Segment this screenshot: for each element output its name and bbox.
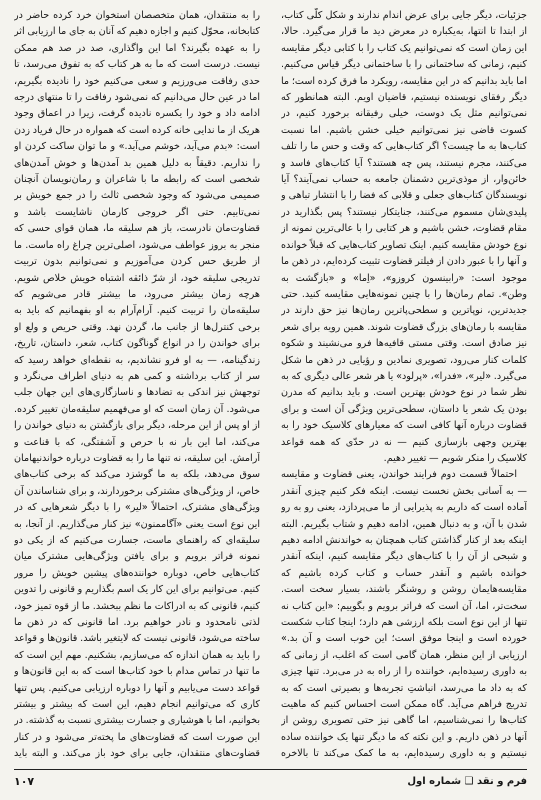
text-columns bbox=[14, 8, 527, 762]
right-column bbox=[281, 8, 527, 762]
right-column-paragraph-1: جزئیات، دیگر جایی برای عرض اندام ندارند و شکل کلّی کتاب، از ابتدا تا انتها، به‌یکباره در معرض دید ما قرار می‌گیرد. حالا، این زمان است که نمی‌توانیم یک کتاب را با کتابی دیگر مقایسه کنیم، زمانی که ساختمانی را با ساختمانی دیگر قیاس می‌کنیم. اما باید بدانیم که در این مقایسه، رویکرد ما فرق کرده است؛ ما دیگر رفقای نویسنده نیستیم، قاضیان اویم. البته همانطور که نمی‌توانیم مثل یک دوست، خیلی رفیقانه برخورد کنیم، در کسوت قاضی نیز نمی‌توانیم خیلی خشن باشیم. اما نسبت کتاب‌ها به ما چیست؟ اگر کتاب‌هایی که وقت و حس ما را تلف می‌کنند، مجرم نیستند، پس چه هستند؟ آیا کتاب‌های فاسد و خائن‌وار، از موذی‌ترین دشمنان جامعه به حساب نمی‌آیند؟ آیا نویسندگان کتاب‌های جعلی و قلابی که فضا را با انتشار تباهی و پلیدی‌شان مسموم می‌کنند، جنایتکار نیستند؟ پس بگذارید در مقام قضاوت، خشن باشیم و هر کتابی را با عالی‌ترین نمونه از نوع خودش مقایسه کنیم. اینک تصاویر کتاب‌هایی که قبلاً خوانده و آنها را با عبور دادن از فیلتر قضاوت تثبیت کرده‌ایم، در ذهن ما موجود است: «رابینسون کروزو»، «اِما» و «بازگشت به وطن». تمام رمان‌ها را با چنین نمونه‌هایی مقایسه کنید. حتی جدیدترین، نوپاترین و سطحی‌پاترین رمان‌ها نیز حق دارند در مقایسه با رمان‌های بزرگ قضاوت شوند. همین رویه برای شعر نیز صادق است. وقتی مستی قافیه‌ها فرو می‌نشیند و شکوه کلمات کنار می‌رود، تصویری نمادین و رؤیایی در ذهن ما شکل می‌گیرد. «لیر»، «فدرا»، «پرلود» یا هر شعر عالی دیگری که به نظر شما در نوع خودش بهترین است. و باید بدانیم که مدرن بودن یک شعر یا داستان، سطحی‌ترین ویژگی آن است و برای قضاوت درباره آنها کافی است که معیارهای کلاسیک خود را به بهترین وجهی بازسازی کنیم — نه در حدّی که همه قواعد کلاسیک را منکر شویم — تغییر دهیم. bbox=[281, 10, 527, 464]
page-footer bbox=[14, 769, 527, 792]
journal-issue-label: فرم و نقد ❑ شماره اول bbox=[407, 775, 527, 787]
left-column bbox=[14, 8, 260, 762]
right-column-paragraph-2: احتمالاً قسمت دوم فرایند خواندن، یعنی قضاوت و مقایسه — به آسانی بخش نخست نیست. اینکه فکر کنیم چیزی آنقدر آماده‌ است که داریم به پذیرایی از ما می‌پردازد، یعنی رو به رو شدن با آن، و به دنبال همین، ادامه دهیم و شتاب بگیریم. البته اینکه بعد از کنار گذاشتن کتاب همچنان به خواندنش ادامه دهیم و شبحی از آن را با کتاب‌های دیگر مقایسه کنیم، اینکه آنقدر خوانده باشیم و آنقدر حساب و کتاب کرده باشیم که مقایسه‌هایمان روشن و روشنگر باشند، بسیار سخت است. سخت‌تر، اما، آن است که فراتر برویم و بگوییم: «این کتاب نه تنها از این نوع است بلکه ارزشی هم دارد؛ اینجا کتاب شکست خورده است و اینجا موفق است؛ این خوب است و آن بد.» ارزیابی از این منظر، همان گامی است که اغلب، از زمانی که به داوری رسیده‌ایم، خواننده را از راه به در می‌برد. تنها چیزی که به داد ما می‌رسد، انباشتِ تجربه‌ها و بصیرتی است که به تدریج فراهم می‌آید. گاه ممکن است احساس کنیم که ماهیت کتاب‌ها را نمی‌شناسیم، اما گاهی نیز حتی تصویری روشن از آنها در ذهن داریم. و این نکته که ما دیگر تنها یک خواننده ساده نیستیم و به داوری رسیده‌ایم، به ما کمک می‌کند تا بالاخره bbox=[281, 469, 527, 760]
page-number: ۱۰۷ bbox=[14, 774, 35, 788]
left-column-paragraph-1: را به منتقدان، همان متخصصان استخوان خرد کرده حاضر در کتابخانه، محوّل کنیم و اجازه دهیم که آنان به جای ما ارزیابی اثر را به عهده بگیرند؟ اما این واگذاری، صد در صد هم ممکن نیست. درست است که ما به هر کتاب که به تفوق می‌رسد، تا حدی رفاقت می‌ورزیم و سعی می‌کنیم خود را نادیده بگیریم، اما در عین حال می‌دانیم که نمی‌شود رفاقت را تا منتهای درجه ادامه داد و خود را یکسره نادیده گرفت، زیرا در اعماق وجود هریک از ما ندایی خانه کرده است که همواره در حال فریاد زدن است: «بدم می‌آید، خوشم می‌آید.» و ما توان ساکت کردن او را نداریم. دقیقاً به دلیل همین بد آمدن‌ها و خوش آمدن‌های شخصی است که رابطه ما با شاعران و رمان‌نویسان آنچنان صمیمی می‌شود که وجود شخصی ثالث را در جمع خویش بر نمی‌تابیم. حتی اگر خروجی کارمان ناشایست باشد و قضاوت‌مان نادرست، باز هم سلیقه ما، همان قوای حسی که منجر به بروز عواطف می‌شود، اصلی‌ترین چراغ راه ماست. ما از طریق حس کردن می‌آموزیم و نمی‌توانیم بدون تربیت تدریجی سلیقه خود، از شرّ ذائقه اشتباه خویش خلاص شویم. هرچه زمان بیشتر می‌رود، ما بیشتر قادر می‌شویم که سلیقه‌مان را تربیت کنیم. آرام‌آرام به او بفهمانیم که باید به برخی کنترل‌ها از جانب ما، گردن نهد. وقتی حریص و ولع او برای خواندن را در انواع گوناگون کتاب، شعر، داستان، تاریخ، زندگینامه، — به او فرو نشاندیم، به نقطه‌ای خواهد رسید که سر از کتاب برداشته و کمی هم به دنیای اطراف می‌نگرد و توجهش نیز اندکی به تضادها و ناسازگاری‌های این جهان جلب می‌شود. آن زمان است که او می‌فهمیم سلیقه‌مان تغییر کرده. از او پس از این مرحله، دیگر برای بازگشتن به دنیای خواندن را می‌کند، اما این بار نه با حرص و آشفتگی، که با قناعت و آرامش. این سلیقه، نه تنها ما را به قضاوت درباره خواندنیهامان سوق می‌دهد، بلکه به ما گوشزد می‌کند که برخی کتاب‌های خاص، از ویژگی‌های مشترکی برخوردارند، و برای شناساندن آن ویژگی‌های مشترک، احتمالاً «لیر» را با دیگر شعرهایی که در این نوع است یعنی «آگاممنون» نیز کنار می‌گذاریم. از آنجا، به سلیقه‌ای که راهنمای ماست، جسارت می‌کنیم که از یکی دو نمونه فراتر برویم و برای یافتن ویژگی‌هایی مشترک میان کتاب‌هایی خاص، دوباره خواننده‌های پیشین خویش را مرور کنیم. می‌توانیم برای این کار یک اسم بگذاریم و قانونی را تدوین کنیم، قانونی که به ادراکات ما نظم ببخشد. ما از قوه تمیز خود، لذتی نامحدود و نادر خواهیم برد. اما قانونی که در ذهن ما ساخته می‌شود، قانونی نیست که لایتغیر باشد. قانون‌ها و قواعد را باید به همان اندازه که می‌سازیم، بشکنیم. مهم این است که ما تنها در تماس مدام با خود کتاب‌ها است که به این قانون‌ها و قواعد دست می‌یابیم و آنها را دوباره ارزیابی می‌کنیم. پس تنها کاری که می‌توانیم انجام دهیم، این است که بیشتر و بیشتر بخوانیم، اما با هوشیاری و جسارت بیشتری نسبت به گذشته. در این صورت است که قضاوت‌های ما پخته‌تر می‌شود و در کنار قضاوت‌های منتقدان، جایی برای خود باز می‌کند. و البته باید bbox=[14, 10, 260, 760]
